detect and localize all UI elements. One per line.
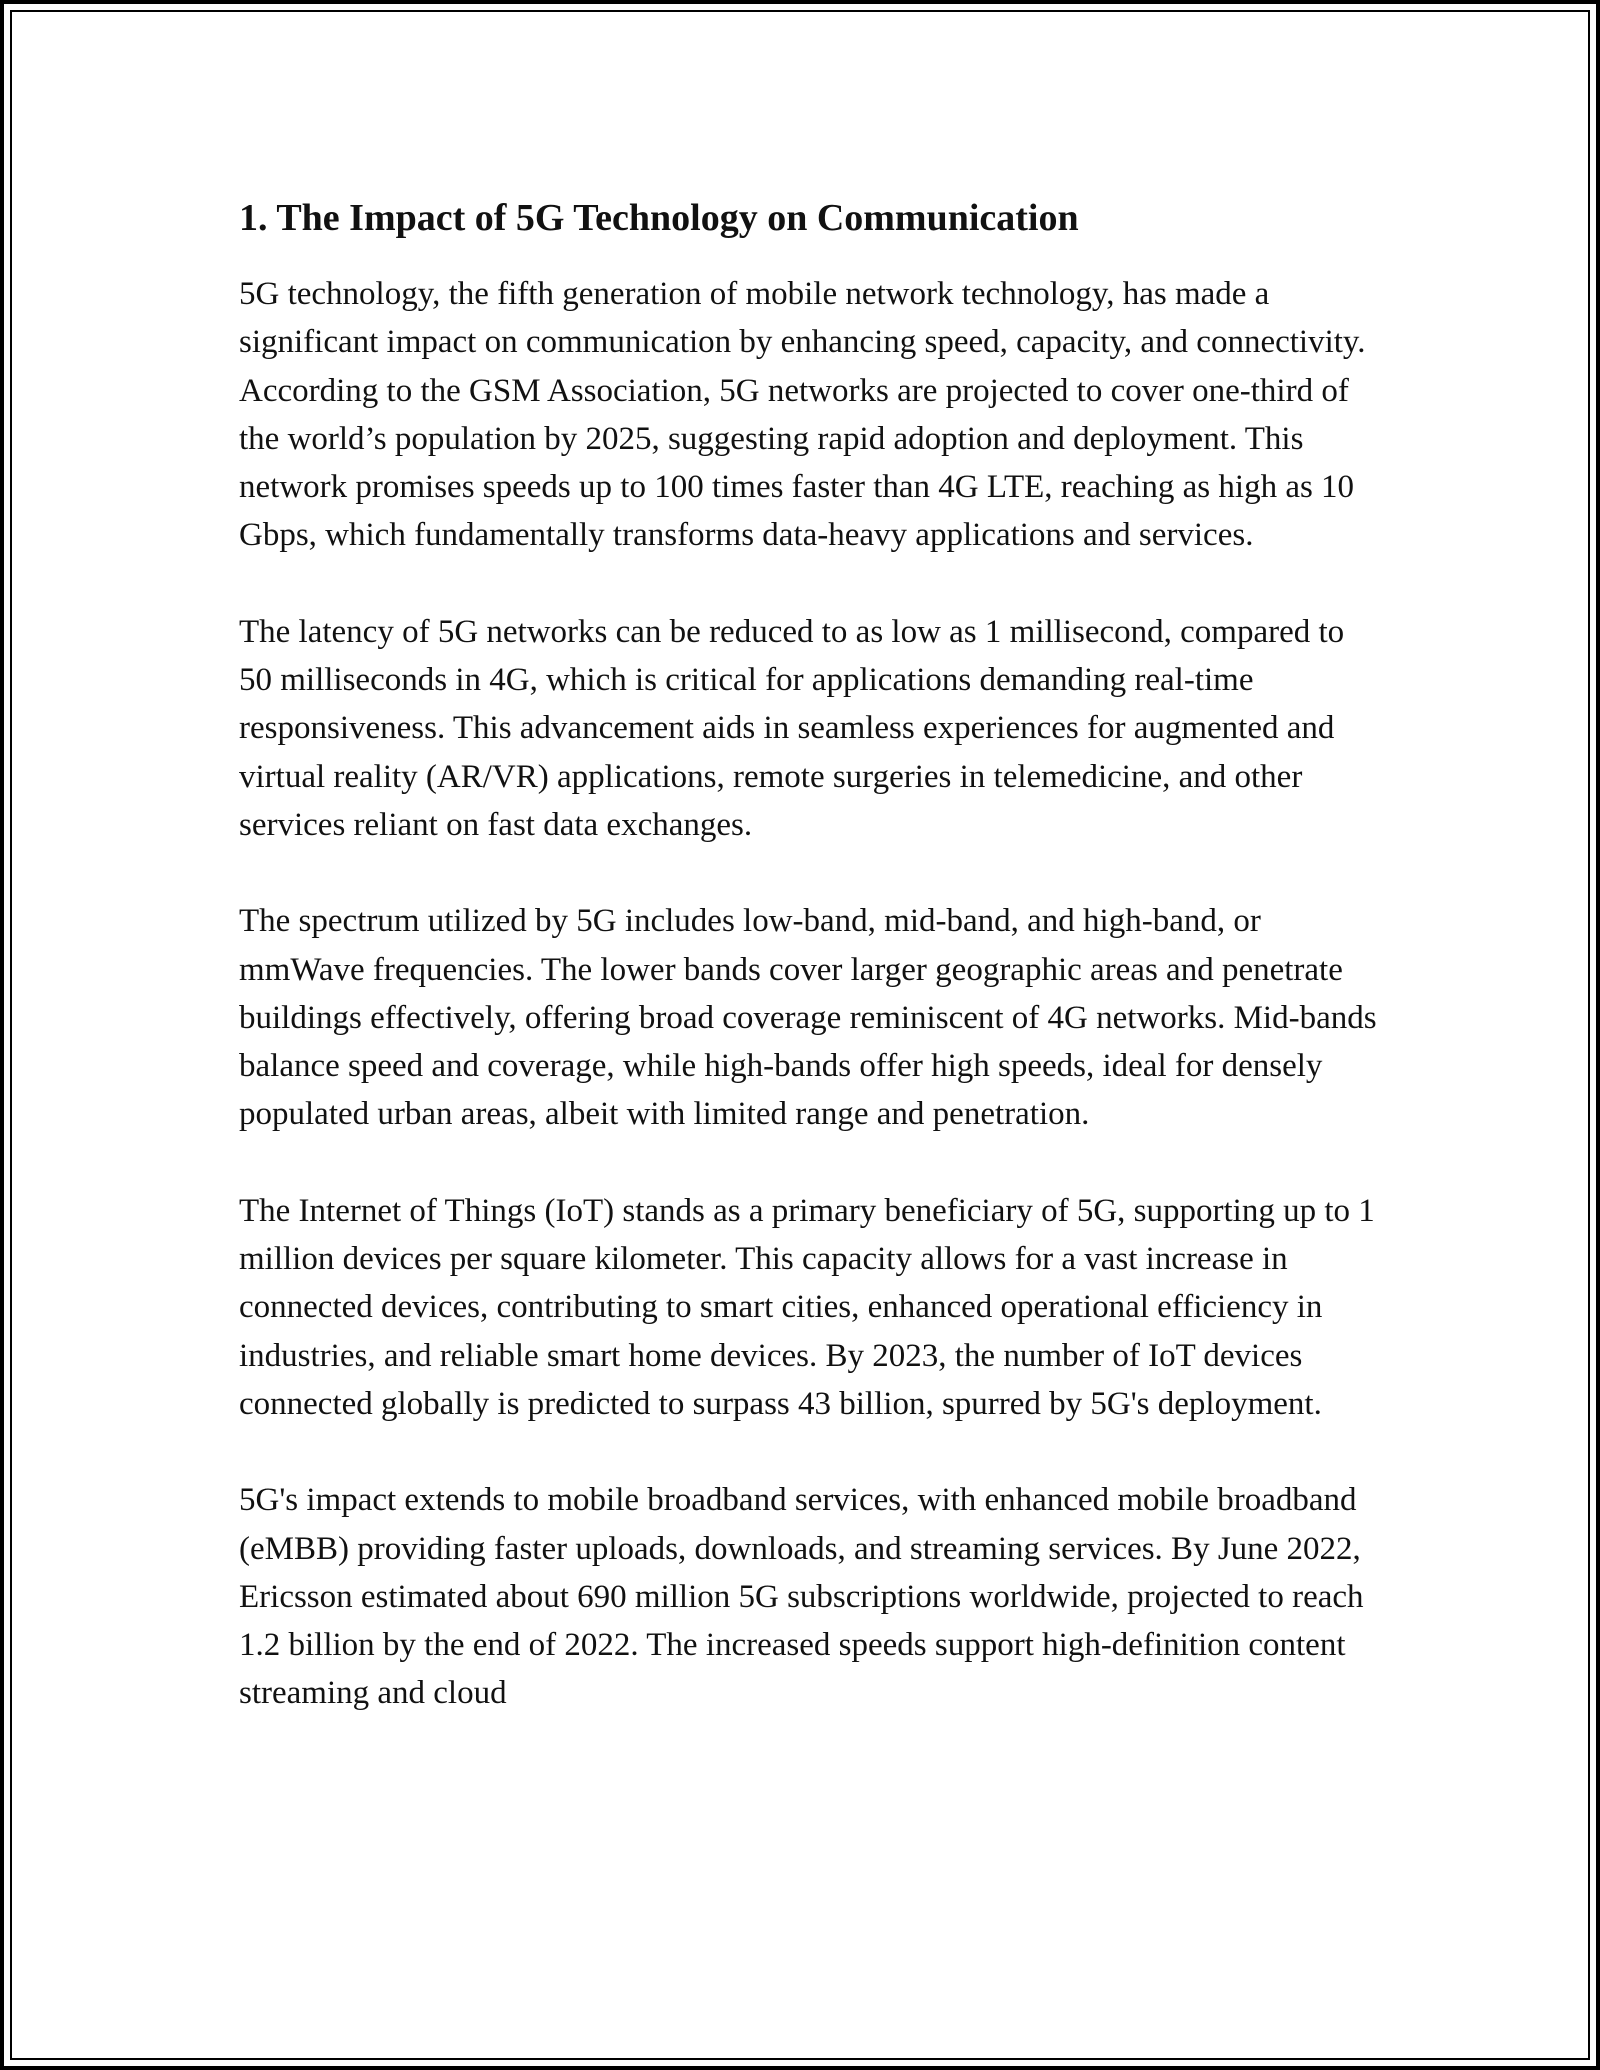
paragraph-spectrum: The spectrum utilized by 5G includes low-band, mid-band, and high-band, or mmWave frequencies. The lower bands cover larger geographic areas and penetrate buildings effectively, offering broad coverage reminiscent of 4G networks. Mid-bands balance speed and coverage, while high-bands offer high speeds, ideal for densely populated urban areas, albeit with limited range and penetration. xyxy=(239,903,1377,1133)
paragraph-latency: The latency of 5G networks can be reduced to as low as 1 millisecond, compared to 50 milliseconds in 4G, which is critical for applications demanding real-time responsiveness. This advancement aids in seamless experiences for augmented and virtual reality (AR/VR) applications, remote surgeries in telemedicine, and other services reliant on fast data exchanges. xyxy=(239,613,1345,843)
paragraph-mobile-broadband: 5G's impact extends to mobile broadband services, with enhanced mobile broadband (eMBB) providing faster uploads, downloads, and streaming services. By June 2022, Ericsson estimated about 690 million 5G subscriptions worldwide, projected to reach 1.2 billion by the end of 2022. The increased speeds support high-definition content streaming and cloud xyxy=(239,1482,1364,1712)
document-body xyxy=(239,190,1379,1766)
paragraph-speed-capacity: 5G technology, the fifth generation of mobile network technology, has made a significant impact on communication by enhancing speed, capacity, and connectivity. According to the GSM Association, 5G networks are projected to cover one-third of the world’s population by 2025, suggesting rapid adoption and deployment. This network promises speeds up to 100 times faster than 4G LTE, reaching as high as 10 Gbps, which fundamentally transforms data-heavy applications and services. xyxy=(239,276,1366,554)
paragraph-iot: The Internet of Things (IoT) stands as a primary beneficiary of 5G, supporting up to 1 million devices per square kilometer. This capacity allows for a vast increase in connected devices, contributing to smart cities, enhanced operational efficiency in industries, and reliable smart home devices. By 2023, the number of IoT devices connected globally is predicted to surpass 43 billion, spurred by 5G's deployment. xyxy=(239,1192,1375,1422)
section-title: 1. The Impact of 5G Technology on Communication xyxy=(239,197,1079,239)
